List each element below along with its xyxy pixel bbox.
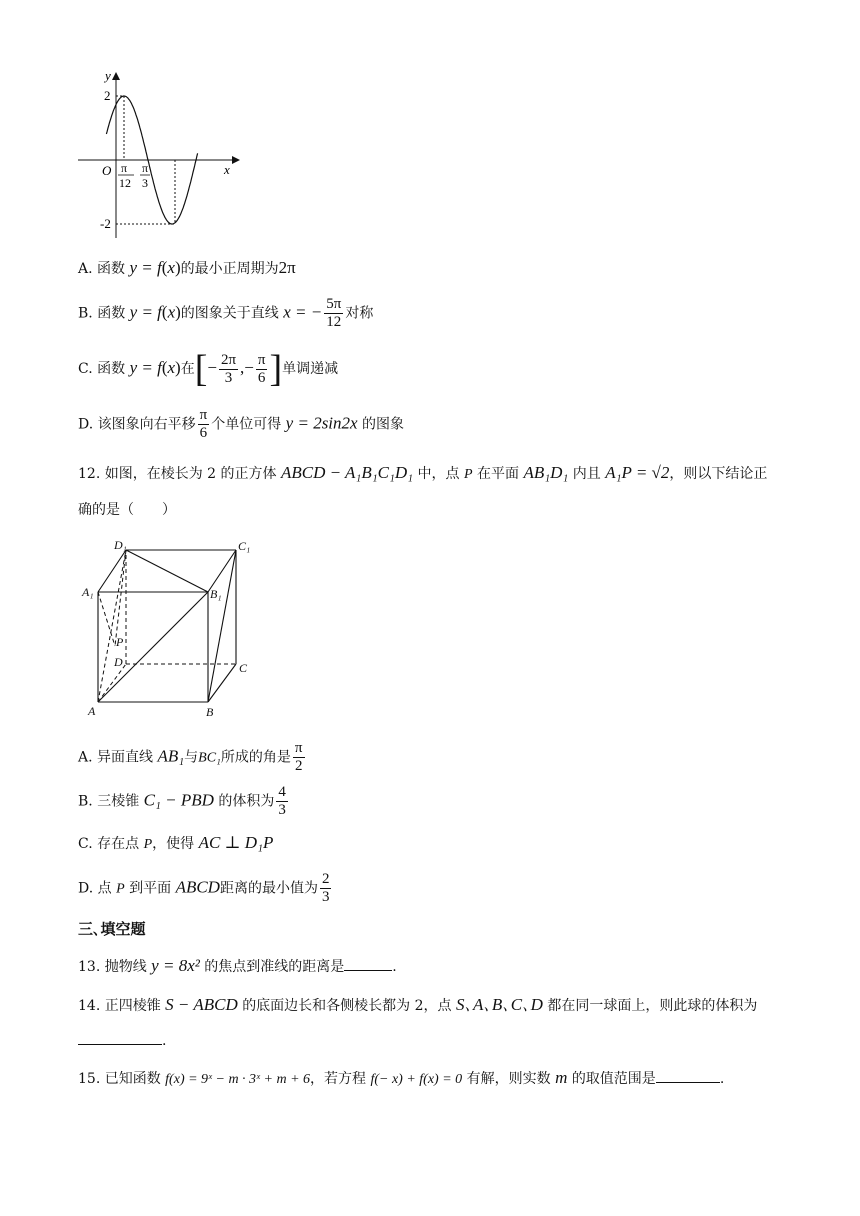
label-b: B xyxy=(206,705,214,719)
label-d: D xyxy=(114,655,123,669)
line-a-d1 xyxy=(98,550,126,702)
paren-open: ( xyxy=(161,302,168,322)
tick2-num: π xyxy=(142,161,149,175)
diag-a-b1 xyxy=(98,592,208,702)
y-axis-label: y xyxy=(105,68,111,83)
paren-open: ( xyxy=(161,358,168,377)
answer-blank[interactable] xyxy=(656,1068,720,1083)
q11-option-a: A. 函数 y = f(x)的最小正周期为2π xyxy=(78,258,296,277)
bracket-close: ] xyxy=(269,348,283,390)
fraction: $\frac{2\pi}{3}$ xyxy=(220,351,237,386)
fraction: $\frac{4}{3}$ xyxy=(278,784,286,818)
q12-stem-line1: 12. 如图，在棱长为 2 的正方体 ABCD − A₁B₁C₁D₁ 中，点 P 在平面 AB₁D₁ 内且 A₁P = √2，则以下结论正 xyxy=(78,463,768,482)
diag-d1-b1 xyxy=(126,550,208,592)
q14-line2: . xyxy=(78,1030,166,1051)
x-axis-label: x xyxy=(224,162,230,177)
section-heading: 三､填空题 xyxy=(78,920,146,938)
sine-graph xyxy=(70,66,250,246)
q12-option-d: D. 点 P 到平面 ABCD距离的最小值为 $\frac{2}{3}$ xyxy=(78,871,330,905)
answer-blank[interactable] xyxy=(78,1030,162,1045)
fraction: $\frac{\pi}{6}$ xyxy=(257,351,266,386)
label-b1: B₁ xyxy=(210,587,222,601)
tick2-den: 3 xyxy=(142,176,148,190)
origin-label: O xyxy=(102,163,112,178)
label-p: P xyxy=(116,635,124,649)
fraction: $\frac{2}{3}$ xyxy=(321,871,330,905)
edge-b-c xyxy=(208,664,236,702)
tick1-den: 12 xyxy=(119,176,131,190)
paren-close: ) xyxy=(174,258,181,277)
cube-figure xyxy=(78,534,258,724)
fraction: $\frac{\pi}{2}$ xyxy=(294,740,303,774)
q14-line1: 14. 正四棱锥 S − ABCD 的底面边长和各侧棱长都为 2，点 S､A､B､C､D 都在同一球面上，则此球的体积为 xyxy=(78,995,758,1014)
paren-open: ( xyxy=(161,258,168,277)
tick1-num: π xyxy=(121,161,128,175)
q12-stem-line2: 确的是（ ） xyxy=(78,502,176,518)
fraction: $\frac{5\pi}{12}$ xyxy=(326,296,342,330)
q15: 15. 已知函数 f(x) = 9ˣ − m · 3ˣ + m + 6，若方程 f(− x) + f(x) = 0 有解，则实数 m 的取值范围是 . xyxy=(78,1068,725,1087)
label-c1: C₁ xyxy=(238,539,251,553)
bracket-open: [ xyxy=(194,348,208,390)
fraction: $\frac{\pi}{6}$ xyxy=(199,407,208,441)
line-a1-p xyxy=(98,592,115,646)
q12-option-c: C. 存在点 P，使得 AC ⊥ D₁P xyxy=(78,833,274,852)
answer-blank[interactable] xyxy=(344,956,392,971)
q12-option-a: A. 异面直线 AB₁与BC₁所成的角是 $\frac{\pi}{2}$ xyxy=(78,740,303,774)
q11-option-d: D. 该图象向右平移 $\frac{\pi}{6}$ 个单位可得 y = 2sin2x 的图象 xyxy=(78,407,405,441)
label-a: A xyxy=(88,704,96,718)
q13: 13. 抛物线 y = 8x² 的焦点到准线的距离是 . xyxy=(78,956,397,975)
diag-b-c1 xyxy=(208,550,236,702)
label-a1: A₁ xyxy=(82,585,94,599)
label-c: C xyxy=(239,661,248,675)
edge-a-d xyxy=(98,664,126,702)
y-min-label: -2 xyxy=(100,216,111,231)
y-max-label: 2 xyxy=(104,88,111,103)
y-axis-arrow xyxy=(112,72,120,80)
paren-close: ) xyxy=(175,358,181,377)
x-axis-arrow xyxy=(232,156,240,164)
paren-close: ) xyxy=(175,302,181,322)
q12-option-b: B. 三棱锥 C₁ − PBD 的体积为 $\frac{4}{3}$ xyxy=(78,784,286,818)
q11-option-c: C. 函数 y = f(x)在[− $\frac{2\pi}{3}$ ,− $\frac{\pi}{6}$ ]单调递减 xyxy=(78,348,339,390)
label-d1: D₁ xyxy=(114,538,127,552)
q11-option-b: B. 函数 y = f(x)的图象关于直线 x = − $\frac{5\pi}{12}$ 对称 xyxy=(78,296,374,330)
